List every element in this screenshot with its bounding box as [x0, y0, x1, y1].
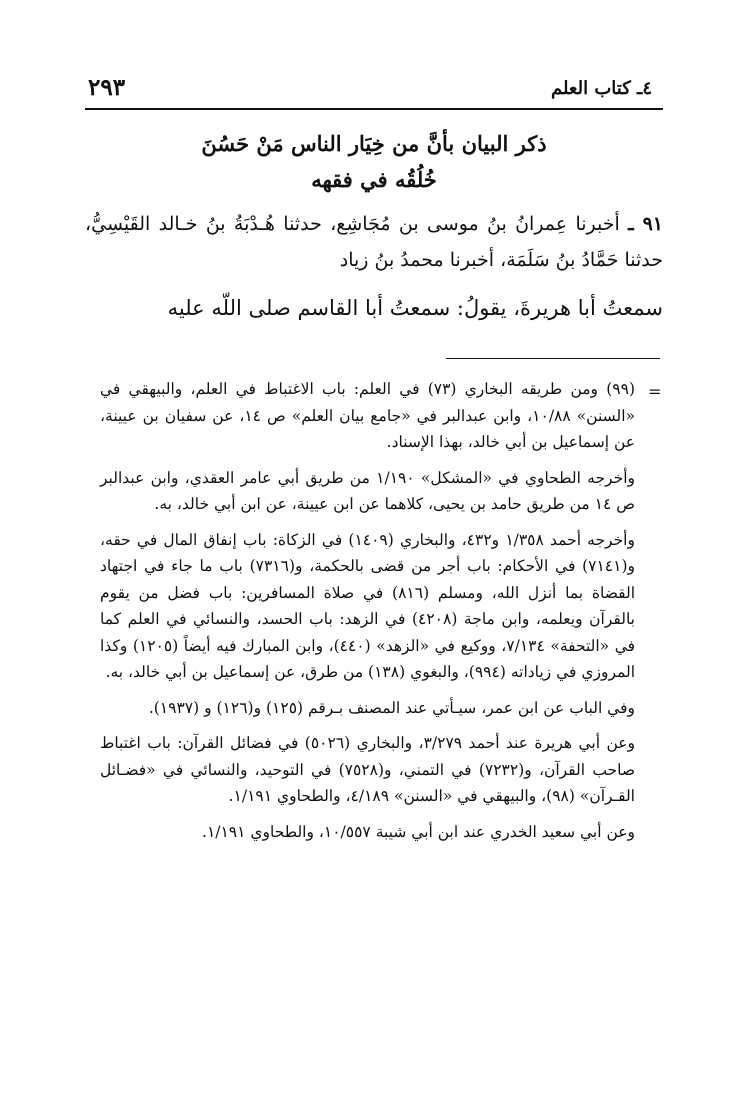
footnote-continuation-marker: =: [648, 382, 662, 401]
hadith-text: أخبرنا عِمرانُ بنُ موسى بن مُجَاشِع، حدثنا هُـدْبَةُ بنُ خـالد القَيْسِيُّ، حدثنا حَمَّادُ بنُ سَلَمَة، أخبرنا محمدُ بنُ زياد: [85, 213, 663, 271]
section-title-line-1: ذكر البيان بأنَّ من خِيَار الناس مَنْ حَسُنَ: [201, 131, 547, 156]
footnotes: [100, 376, 635, 854]
page-number: ٢٩٣: [88, 74, 126, 101]
footnote-paragraph: وأخرجه أحمد ١/٣٥٨ و٤٣٢، والبخاري (١٤٠٩) في الزكاة: باب إنفاق المال في حقه، و(٧١٤١) في الأحكام: باب أجر من قضى بالحكمة، و(٧٣١٦) باب ما جاء في اجتهاد القضاة بما أنزل الله، ومسلم (٨١٦) في صلاة المسافرين: باب فضل من يقوم بالقرآن ويعلمه، وابن ماجة (٤٢٠٨) في الزهد: باب الحسد، والنسائي في العلم كما في «التحفة» ٧/١٣٤، ووكيع في «الزهد» (٤٤٠)، وابن المبارك فيه أيضاً (١٢٠٥) وكذا المروزي في زياداته (٩٩٤)، والبغوي (١٣٨) من طرق، عن إسماعيل بن أبي خالد، به.: [100, 530, 636, 681]
footnote-paragraph: وفي الباب عن ابن عمر، سيـأتي عند المصنف بـرقم (١٢٥) و(١٢٦) و (١٩٣٧).: [148, 698, 635, 717]
footnote-paragraph: وعن أبي هريرة عند أحمد ٣/٢٧٩، والبخاري (٥٠٢٦) في فضائل القرآن: باب اغتباط صاحب القرآن، و(٧٢٣٢) في التمني، و(٧٥٢٨) في التوحيد، والنسائي في «فضـائل القـرآن» (٩٨)، والبيهقي في «السنن» ٤/١٨٩، والطحاوي ١/١٩١.: [100, 734, 636, 805]
hadith-body: [85, 206, 663, 278]
running-title: ٤ـ كتاب العلم: [550, 78, 652, 99]
hadith-number: ٩١ ـ: [628, 213, 663, 235]
footnote-paragraph: وعن أبي سعيد الخدري عند ابن أبي شيبة ١٠/٥٥٧، والطحاوي ١/١٩١.: [202, 822, 635, 841]
footnote-paragraph: وأخرجه الطحاوي في «المشكل» ١/١٩٠ من طريق أبي عامر العقدي، وابن عبدالبر ص ١٤ من طريق حامد بن يحيى، كلاهما عن ابن عيينة، عن ابن أبي خالد، به.: [100, 468, 635, 513]
hadith-continuation: سمعتُ أبا هريرةَ، يقولُ: سمعتُ أبا القاسم صلى اللّه عليه: [167, 296, 663, 320]
section-title: [85, 126, 663, 198]
footnote-rule: [446, 358, 660, 359]
header-rule: [85, 108, 663, 110]
section-title-line-2: خُلُقُه في فقهه: [311, 167, 437, 192]
footnote-paragraph: (٩٩) ومن طريقه البخاري (٧٣) في العلم: باب الاغتباط في العلم، والبيهقي في «السنن» ١٠/٨٨، وابن عبدالبر في «جامع بيان العلم» ص ١٤، عن سفيان بن عيينة، عن إسماعيل بن أبي خالد، بهذا الإسناد.: [100, 380, 635, 451]
